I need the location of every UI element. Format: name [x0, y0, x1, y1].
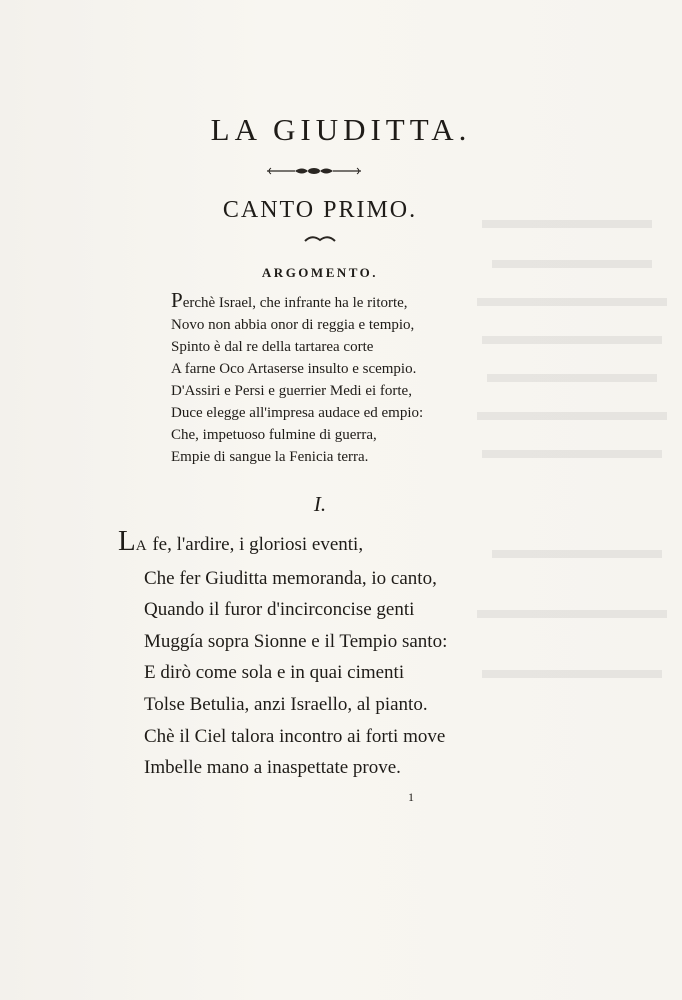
stanza-line: Imbelle mano a inaspettate prove. [144, 757, 401, 779]
stanza-text [118, 525, 538, 784]
canto-ornament [303, 233, 337, 245]
stanza-line: Muggía sopra Sionne e il Tempio santo: [144, 630, 448, 652]
argomento-line: Duce elegge all'impresa audace ed empio: [171, 405, 424, 421]
argomento-line: D'Assiri e Persi e guerrier Medi ei forte, [171, 383, 412, 399]
signature-mark: 1 [408, 790, 414, 804]
argomento-line: Che, impetuoso fulmine di guerra, [171, 427, 377, 443]
stanza-line: Tolse Betulia, anzi Israello, al pianto. [144, 693, 428, 715]
argomento-heading: ARGOMENTO. [261, 265, 379, 280]
canto-heading: CANTO PRIMO. [222, 197, 418, 223]
page-title: LA GIUDITTA. [210, 112, 472, 147]
argomento-line-text: erchè Israel, che infrante ha le ritorte, [182, 295, 408, 311]
stanza-line: Quando il furor d'incirconcise genti [144, 599, 415, 621]
stanza-line [118, 525, 538, 563]
stanza-line: Che fer Giuditta memoranda, io canto, [144, 567, 437, 589]
argomento-line: Empie di sangue la Fenicia terra. [171, 449, 369, 465]
argomento-text [171, 288, 491, 468]
argomento-line: Novo non abbia onor di reggia e tempio, [171, 317, 415, 333]
argomento-line [171, 288, 491, 314]
stanza-smallcap: A [135, 538, 148, 554]
argomento-line: A farne Oco Artaserse insulto e scempio. [171, 361, 417, 377]
stanza-line-text: fe, l'ardire, i gloriosi eventi, [147, 534, 364, 555]
stanza-line: Chè il Ciel talora incontro ai forti move [144, 725, 446, 747]
argomento-initial: P [171, 288, 183, 312]
stanza-number: I. [313, 492, 327, 516]
title-ornament-rule [265, 164, 363, 178]
stanza-line: E dirò come sola e in quai cimenti [144, 662, 405, 684]
argomento-line: Spinto è dal re della tartarea corte [171, 339, 374, 355]
stanza-dropcap: L [118, 525, 136, 557]
